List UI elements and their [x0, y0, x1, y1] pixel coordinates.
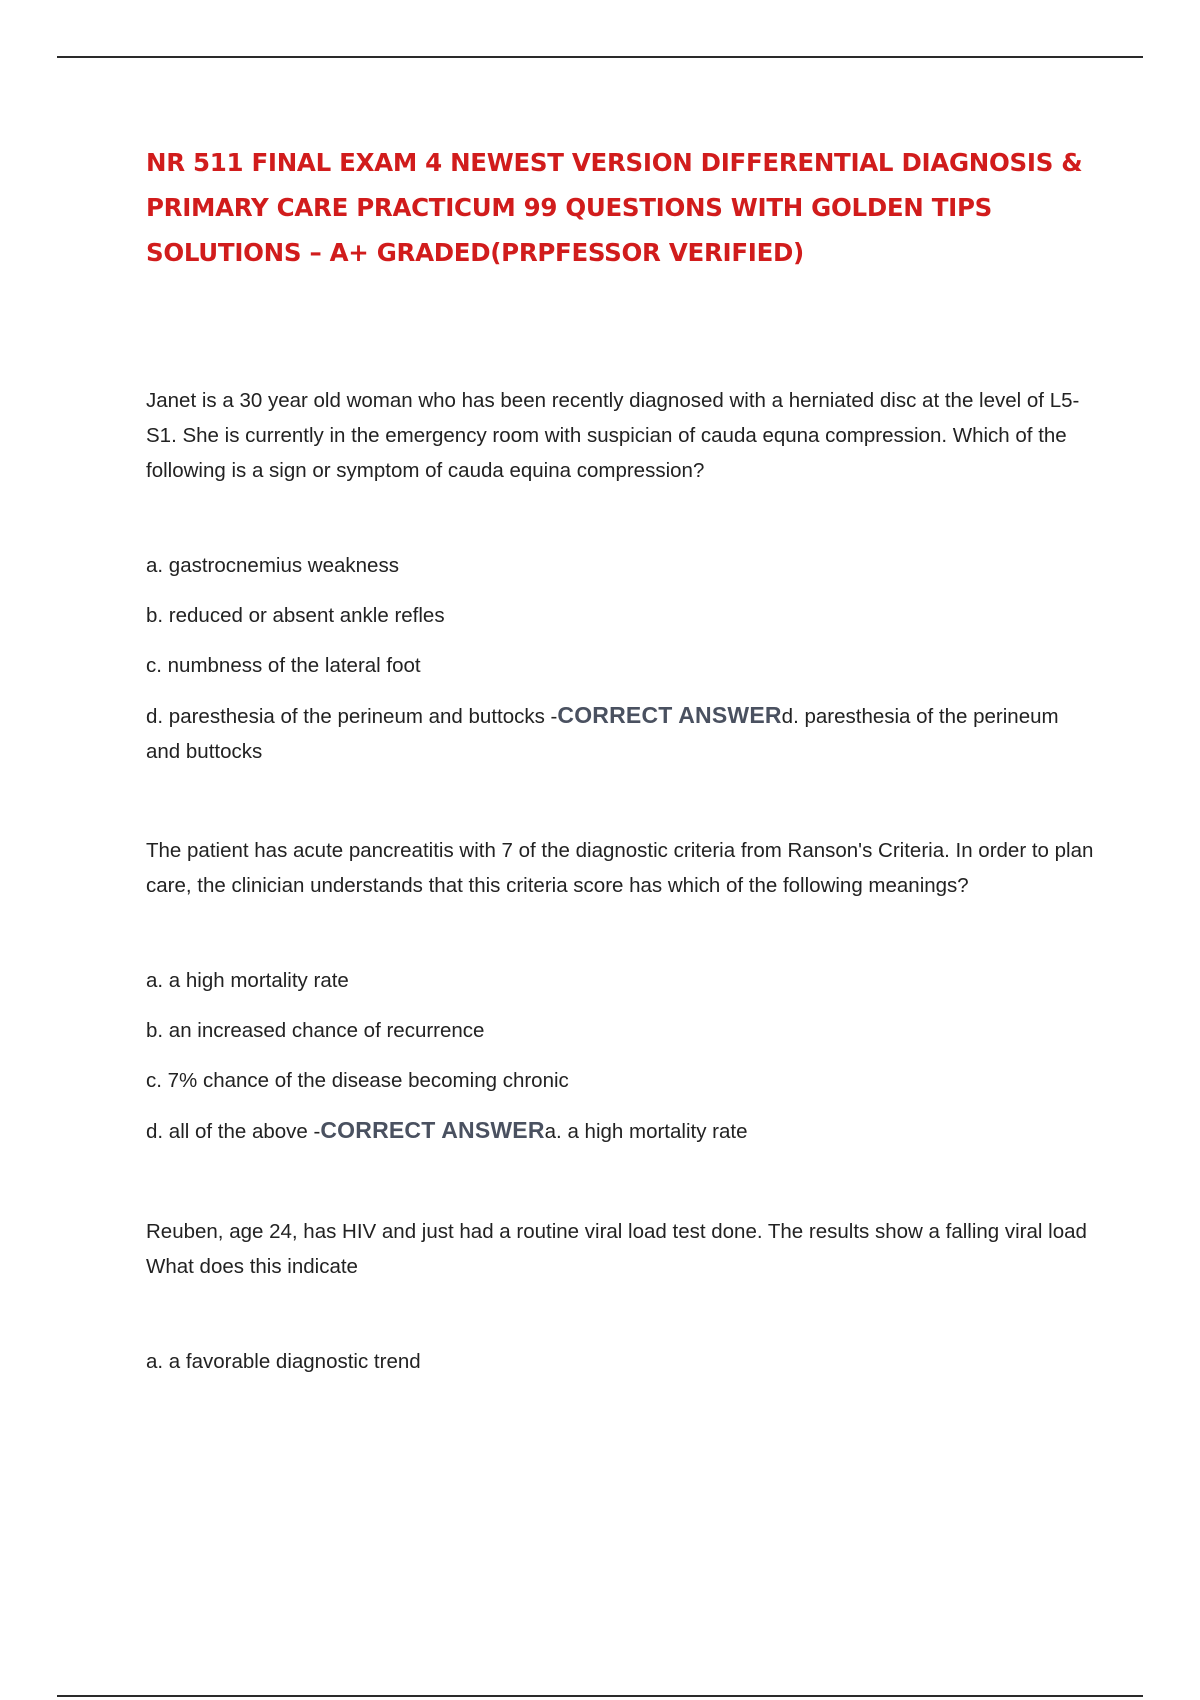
correct-answer-marker: CORRECT ANSWER [320, 1117, 545, 1143]
question-block-1 [146, 383, 1096, 769]
option-item: a. a favorable diagnostic trend [146, 1350, 421, 1373]
document-title: NR 511 FINAL EXAM 4 NEWEST VERSION DIFFERENTIAL DIAGNOSIS & PRIMARY CARE PRACTICUM 99 QUESTIONS WITH GOLDEN TIPS SOLUTIONS – A+ GRADED(PRPFESSOR VERIFIED) [146, 148, 1083, 267]
option-list [146, 1344, 1096, 1379]
question-text: Janet is a 30 year old woman who has been recently diagnosed with a herniated disc at the level of L5-S1. She is currently in the emergency room with suspician of cauda equna compression. Which of the following is a sign or symptom of cauda equina compression? [146, 389, 1080, 482]
answer-text: d. paresthesia of the perineum and buttocks [146, 705, 1059, 763]
option-item-with-answer [146, 1113, 1096, 1149]
option-item-with-answer [146, 698, 1096, 769]
question-block-3 [146, 1214, 1096, 1379]
top-divider [57, 56, 1143, 58]
option-item: a. a high mortality rate [146, 969, 349, 992]
option-list [146, 548, 1096, 769]
option-item: c. 7% chance of the disease becoming chronic [146, 1069, 569, 1092]
question-text: Reuben, age 24, has HIV and just had a routine viral load test done. The results show a falling viral load What does this indicate [146, 1220, 1087, 1278]
option-item: c. numbness of the lateral foot [146, 654, 421, 677]
option-text: d. all of the above - [146, 1120, 321, 1143]
document-body [146, 140, 1096, 1394]
option-item: b. an increased chance of recurrence [146, 1019, 485, 1042]
question-text: The patient has acute pancreatitis with 7 of the diagnostic criteria from Ranson's Criteria. In order to plan care, the clinician understands that this criteria score has which of the following meanings? [146, 839, 1094, 897]
option-item: a. gastrocnemius weakness [146, 554, 399, 577]
option-list [146, 963, 1096, 1149]
question-block-2 [146, 833, 1096, 1149]
option-text: d. paresthesia of the perineum and buttocks - [146, 705, 558, 728]
correct-answer-marker: CORRECT ANSWER [557, 702, 782, 728]
bottom-divider [57, 1695, 1143, 1697]
answer-text: a. a high mortality rate [544, 1120, 748, 1143]
option-item: b. reduced or absent ankle refles [146, 604, 445, 627]
